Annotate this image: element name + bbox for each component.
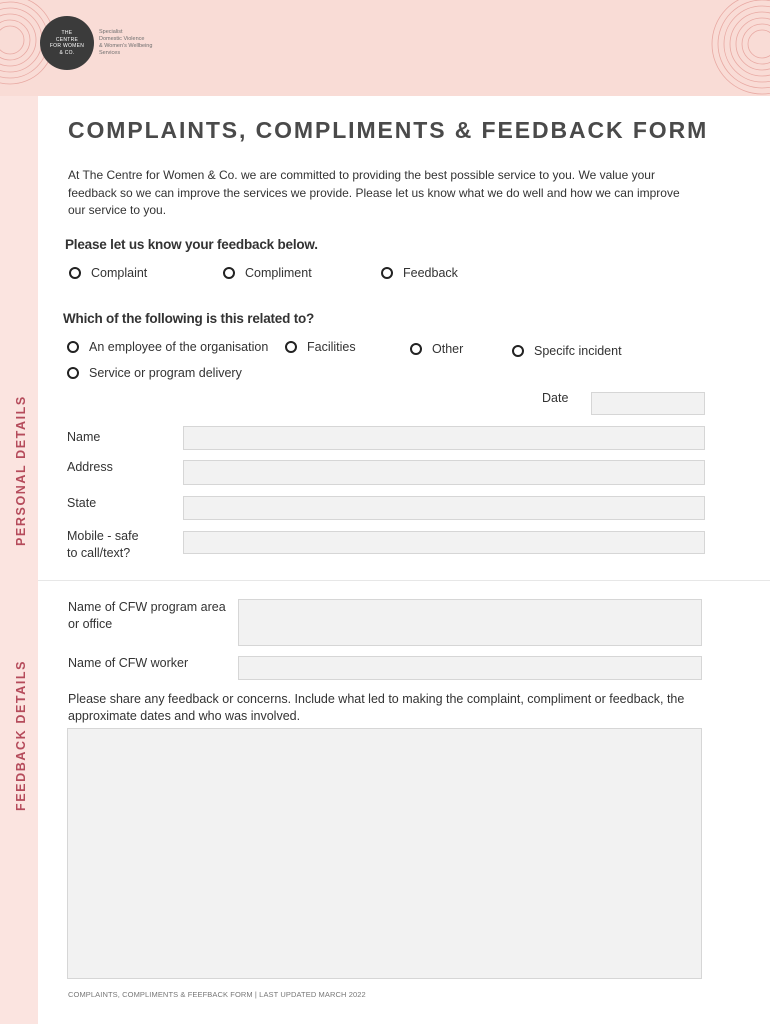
radio-label: Compliment — [245, 266, 312, 280]
radio-employee[interactable] — [67, 340, 268, 354]
radio-label: An employee of the organisation — [89, 340, 269, 354]
worker-label: Name of CFW worker — [68, 656, 189, 670]
feedback-type-heading: Please let us know your feedback below. — [65, 237, 318, 252]
mobile-label — [67, 528, 139, 562]
program-area-field[interactable] — [238, 599, 702, 646]
intro-text: At The Centre for Women & Co. we are committed to providing the best possible service to you. We value your feedback so we can improve the services we provide. Please let us know what we do well and how we can improve our service to you. — [68, 168, 680, 217]
side-band — [0, 96, 38, 1024]
radio-feedback[interactable] — [381, 266, 458, 280]
mobile-field[interactable] — [183, 531, 705, 554]
radio-label: Facilities — [307, 340, 356, 354]
date-field[interactable] — [591, 392, 705, 415]
radio-complaint[interactable] — [69, 266, 147, 280]
logo — [40, 16, 94, 70]
radio-label: Other — [432, 342, 464, 356]
logo-line: FOR WOMEN — [49, 43, 85, 49]
radio-label: Service or program delivery — [89, 366, 242, 380]
radio-compliment[interactable] — [223, 266, 312, 280]
radio-service-delivery[interactable] — [67, 366, 242, 380]
radio-circle-icon[interactable] — [512, 345, 524, 357]
personal-details-section-label: PERSONAL DETAILS — [14, 395, 28, 546]
state-label: State — [67, 496, 97, 510]
page-footer: COMPLAINTS, COMPLIMENTS & FEEFBACK FORM | LAST UPDATED MARCH 2022 — [68, 990, 366, 999]
form-title: COMPLAINTS, COMPLIMENTS & FEEDBACK FORM — [68, 117, 709, 143]
section-divider — [38, 580, 770, 581]
program-label-line: or office — [68, 617, 113, 631]
program-area-label — [68, 599, 226, 633]
radio-label: Complaint — [91, 266, 148, 280]
date-label: Date — [542, 391, 569, 405]
state-field[interactable] — [183, 496, 705, 520]
radio-circle-icon[interactable] — [67, 341, 79, 353]
radio-circle-icon[interactable] — [381, 267, 393, 279]
radio-label: Feedback — [403, 266, 458, 280]
radio-circle-icon[interactable] — [67, 367, 79, 379]
radio-circle-icon[interactable] — [410, 343, 422, 355]
related-to-heading: Which of the following is this related to? — [63, 311, 315, 326]
radio-circle-icon[interactable] — [285, 341, 297, 353]
radio-facilities[interactable] — [285, 340, 356, 354]
address-label: Address — [67, 460, 113, 474]
tagline-line: Specialist — [99, 29, 123, 35]
header-swirl-right — [700, 0, 770, 96]
logo-tagline — [99, 29, 152, 57]
feedback-details-section-label: FEEDBACK DETAILS — [14, 659, 28, 811]
share-prompt: Please share any feedback or concerns. Include what led to making the complaint, compliment or feedback, the approximate dates and who was involved. — [68, 692, 685, 723]
radio-label: Specifc incident — [534, 344, 622, 358]
tagline-line: Domestic Violence — [99, 36, 145, 42]
program-label-line: Name of CFW program area — [68, 600, 226, 614]
name-field[interactable] — [183, 426, 705, 450]
radio-specific-incident[interactable] — [512, 344, 622, 358]
radio-circle-icon[interactable] — [69, 267, 81, 279]
worker-field[interactable] — [238, 656, 702, 680]
mobile-label-line: Mobile - safe — [67, 529, 139, 543]
mobile-label-line: to call/text? — [67, 546, 131, 560]
logo-line: THE — [61, 30, 73, 36]
tagline-line: Services — [99, 50, 121, 56]
radio-circle-icon[interactable] — [223, 267, 235, 279]
feedback-textarea[interactable] — [67, 728, 702, 979]
logo-line: & CO. — [59, 49, 75, 56]
name-label: Name — [67, 430, 101, 444]
logo-line: CENTRE — [55, 36, 79, 43]
address-field[interactable] — [183, 460, 705, 485]
radio-other[interactable] — [410, 342, 463, 356]
tagline-line: & Women's Wellbeing — [99, 43, 153, 49]
